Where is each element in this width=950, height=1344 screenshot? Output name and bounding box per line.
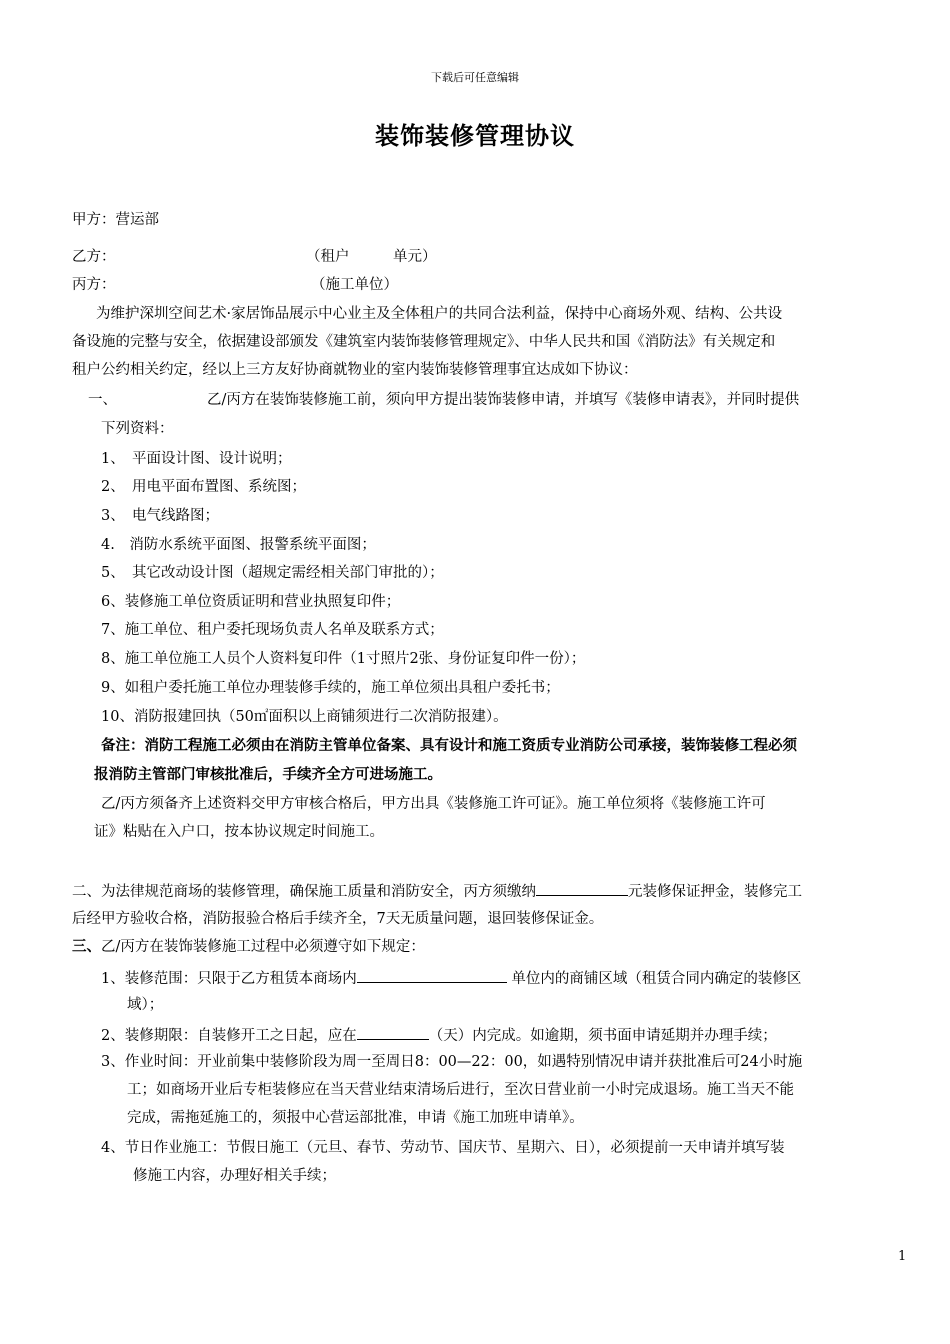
party-c-label: 丙方：: [72, 277, 116, 293]
deposit-blank[interactable]: [536, 880, 628, 896]
section-1-number: 一、: [88, 392, 117, 408]
rule-text: 1、装修范围：只限于乙方租赁本商场内: [101, 971, 357, 987]
list-item: 10、消防报建回执（50㎡面积以上商铺须进行二次消防报建）。: [101, 709, 508, 725]
intro-line: 为维护深圳空间艺术·家居饰品展示中心业主及全体租户的共同合法利益，保持中心商场外观、结构、公共设: [96, 306, 783, 322]
list-item: 6、装修施工单位资质证明和营业执照复印件；: [101, 594, 401, 610]
section-2-text: 二、为法律规范商场的装修管理，确保施工质量和消防安全，丙方须缴纳: [72, 884, 536, 900]
rule-line: 完成，需拖延施工的，须报中心营运部批准，申请《施工加班申请单》。: [127, 1110, 584, 1126]
list-item: 7、施工单位、租户委托现场负责人名单及联系方式；: [101, 622, 444, 638]
section-1-line: 下列资料：: [101, 421, 174, 437]
rule-line: 工；如商场开业后专柜装修应在当天营业结束清场后进行，至次日营业前一小时完成退场。施工当天不能: [127, 1082, 794, 1098]
permit-line: 乙/丙方须备齐上述资料交甲方审核合格后，甲方出具《装修施工许可证》。施工单位须将《装修施工许可: [101, 796, 766, 812]
party-c-note: （施工单位）: [311, 277, 398, 293]
list-item: 2、 用电平面布置图、系统图；: [101, 479, 306, 495]
document-title: 装饰装修管理协议: [375, 122, 575, 150]
rule-line: [101, 967, 801, 989]
list-item: 5、 其它改动设计图（超规定需经相关部门审批的）；: [101, 565, 444, 581]
intro-line: 租户公约相关约定，经以上三方友好协商就物业的室内装饰装修管理事宜达成如下协议：: [72, 362, 638, 378]
party-b-label: 乙方：: [72, 249, 116, 265]
list-item: 8、施工单位施工人员个人资料复印件（1寸照片2张、身份证复印件一份）；: [101, 651, 586, 667]
rule-line: 4、节日作业施工：节假日施工（元旦、春节、劳动节、国庆节、星期六、日），必须提前一天申请并填写装: [101, 1140, 785, 1156]
note-line: 报消防主管部门审核批准后，手续齐全方可进场施工。: [94, 767, 442, 783]
section-2-text: 元装修保证押金，装修完工: [628, 884, 802, 900]
page-number: 1: [898, 1249, 907, 1264]
intro-line: 备设施的完整与安全，依据建设部颁发《建筑室内装饰装修管理规定》、中华人民共和国《消防法》有关规定和: [72, 334, 776, 350]
list-item: 4. 消防水系统平面图、报警系统平面图；: [101, 537, 376, 553]
list-item: 1、 平面设计图、设计说明；: [101, 451, 292, 467]
note-line: 备注：消防工程施工必须由在消防主管单位备案、具有设计和施工资质专业消防公司承接，装饰装修工程必须: [101, 738, 797, 754]
rule-text: （天）内完成。如逾期，须书面申请延期并办理手续；: [428, 1028, 777, 1044]
party-a: 甲方：营运部: [72, 212, 159, 228]
list-item: 3、 电气线路图；: [101, 508, 219, 524]
section-2-line: [72, 880, 802, 902]
section-1-line: 乙/丙方在装饰装修施工前，须向甲方提出装饰装修申请，并填写《装修申请表》，并同时提供: [207, 392, 800, 408]
rule-line: 3、作业时间：开业前集中装修阶段为周一至周日8：00—22：00，如遇特别情况申请并获批准后可24小时施: [101, 1054, 803, 1070]
rule-line: [101, 1024, 777, 1046]
permit-line: 证》粘贴在入户口，按本协议规定时间施工。: [94, 824, 384, 840]
rule-text: 单位内的商铺区域（租赁合同内确定的装修区: [511, 971, 802, 987]
unit-blank[interactable]: [357, 967, 507, 983]
rule-line: 域）；: [127, 997, 164, 1013]
rule-text: 2、装修期限：自装修开工之日起，应在: [101, 1028, 357, 1044]
rule-line: 修施工内容，办理好相关手续；: [133, 1168, 336, 1184]
section-2-line: 后经甲方验收合格，消防报验合格后手续齐全，7天无质量问题，退回装修保证金。: [72, 911, 604, 927]
section-3-heading: [72, 937, 425, 957]
section-3-number: 三、: [72, 939, 101, 955]
days-blank[interactable]: [357, 1024, 429, 1040]
section-3-title: 乙/丙方在装饰装修施工过程中必须遵守如下规定：: [101, 939, 425, 955]
page-header: 下载后可任意编辑: [431, 71, 519, 84]
list-item: 9、如租户委托施工单位办理装修手续的，施工单位须出具租户委托书；: [101, 680, 560, 696]
party-b-note: （租户 单元）: [306, 249, 437, 265]
